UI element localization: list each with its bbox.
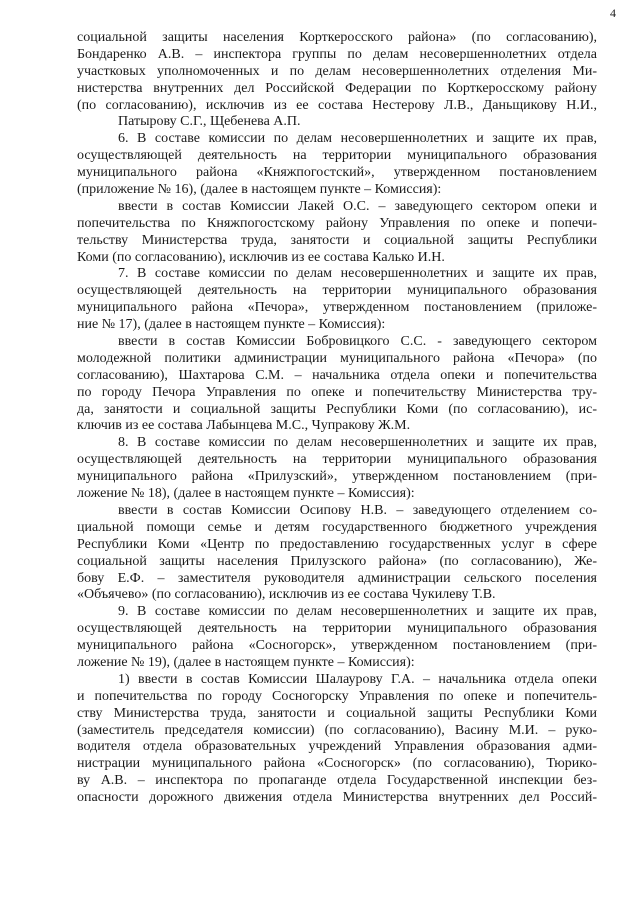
text-line: ввести в состав Комиссии Осипову Н.В. – заведующего отделением со-	[118, 502, 597, 518]
text-line: социальной защиты населения Корткеросского района» (по согласованию),	[77, 30, 597, 45]
text-line: муниципального района «Прилузский», утвержденном постановлением (при-	[77, 469, 597, 485]
text-line: 1) ввести в состав Комиссии Шалаурову Г.А. – начальника отдела опеки	[118, 671, 597, 687]
text-line: муниципального района «Княжпогостский», утвержденном постановлением	[77, 165, 597, 181]
text-line: водителя отдела образовательных учреждений Управления образования адми-	[77, 739, 597, 755]
page-number: 4	[610, 6, 616, 20]
text-line: да, занятости и социальной защиты Республики Коми (по согласованию), ис-	[77, 401, 597, 417]
text-line: (приложение № 16), (далее в настоящем пункте – Комиссия):	[77, 182, 442, 198]
text-line: ложение № 18), (далее в настоящем пункте – Комиссия):	[77, 486, 415, 502]
text-line: (по согласованию), исключив из ее состава Нестерову Л.В., Даньщикову Н.И.,	[77, 97, 597, 113]
text-line: 8. В составе комиссии по делам несовершеннолетних и защите их прав,	[118, 435, 597, 451]
text-line: 7. В составе комиссии по делам несовершеннолетних и защите их прав,	[118, 266, 597, 282]
text-line: тельству Министерства труда, занятости и социальной защиты Республики	[77, 232, 597, 248]
text-line: муниципального района «Печора», утвержденном постановлением (приложе-	[77, 300, 597, 316]
text-line: нистерства внутренних дел Российской Федерации по Корткеросскому району	[77, 80, 597, 96]
text-line: осуществляющей деятельность на территории муниципального образования	[77, 148, 597, 164]
text-line: муниципального района «Сосногорск», утвержденном постановлением (при-	[77, 638, 597, 654]
text-line: ложение № 19), (далее в настоящем пункте – Комиссия):	[77, 654, 415, 670]
text-line: нистрации муниципального района «Сосногорск» (по согласованию), Тюрико-	[77, 756, 597, 772]
text-line: согласованию), Шахтарова С.М. – начальника отдела опеки и попечительства	[77, 367, 597, 383]
text-line: Бондаренко А.В. – инспектора группы по делам несовершеннолетних отдела	[77, 46, 597, 62]
text-line: попечительства по Княжпогостскому району Управления по опеке и попечи-	[77, 215, 597, 231]
text-line: осуществляющей деятельность на территории муниципального образования	[77, 283, 597, 299]
text-line: участковых уполномоченных и по делам несовершеннолетних отделения Ми-	[77, 63, 597, 79]
text-line: «Объячево» (по согласованию), исключив из ее состава Чукилеву Т.В.	[77, 587, 496, 603]
text-line: молодежной политики администрации муниципального района «Печора» (по	[77, 350, 597, 366]
text-line: циальной помощи семье и детям государственного бюджетного учреждения	[77, 519, 597, 535]
text-line: по городу Печора Управления по опеке и попечительству Министерства тру-	[77, 384, 597, 400]
paragraph	[77, 503, 597, 604]
text-line: социальной защиты населения Прилузского района» (по согласованию), Же-	[77, 553, 597, 569]
paragraph	[77, 672, 597, 807]
text-line: ние № 17), (далее в настоящем пункте – Комиссия):	[77, 317, 386, 333]
text-line: осуществляющей деятельность на территории муниципального образования	[77, 621, 597, 637]
paragraph	[77, 266, 597, 334]
text-line: ву А.В. – инспектора по пропаганде отдела Государственной инспекции без-	[77, 773, 597, 789]
text-line: ству Министерства труда, занятости и социальной защиты Республики Коми	[77, 705, 597, 721]
text-line: ввести в состав Комиссии Бобровицкого С.С. - заведующего сектором	[118, 334, 597, 350]
paragraph	[77, 199, 597, 267]
text-line: ключив из ее состава Лабынцева М.С., Чупракову Ж.М.	[77, 418, 411, 434]
paragraph	[77, 334, 597, 435]
document-body	[77, 30, 597, 807]
text-line: ввести в состав Комиссии Лакей О.С. – заведующего сектором опеки и	[118, 198, 597, 214]
text-line: 9. В составе комиссии по делам несовершеннолетних и защите их прав,	[118, 604, 597, 620]
paragraph	[77, 131, 597, 199]
text-line: опасности дорожного движения отдела Министерства внутренних дел Россий-	[77, 790, 597, 806]
text-line: Республики Коми «Центр по предоставлению государственных услуг в сфере	[77, 536, 597, 552]
text-line: бову Е.Ф. – заместителя руководителя администрации сельского поселения	[77, 570, 597, 586]
paragraph	[77, 30, 597, 131]
text-line: Коми (по согласованию), исключив из ее состава Калько И.Н.	[77, 249, 445, 265]
text-line: 6. В составе комиссии по делам несовершеннолетних и защите их прав,	[118, 131, 597, 147]
paragraph	[77, 435, 597, 503]
text-line: (заместитель председателя комиссии) (по согласованию), Васину М.И. – руко-	[77, 722, 597, 738]
text-line: осуществляющей деятельность на территории муниципального образования	[77, 452, 597, 468]
text-line: и попечительства по городу Сосногорску Управления по опеке и попечитель-	[77, 688, 597, 704]
text-line: Патырову С.Г., Щебенева А.П.	[118, 114, 301, 130]
paragraph	[77, 604, 597, 672]
